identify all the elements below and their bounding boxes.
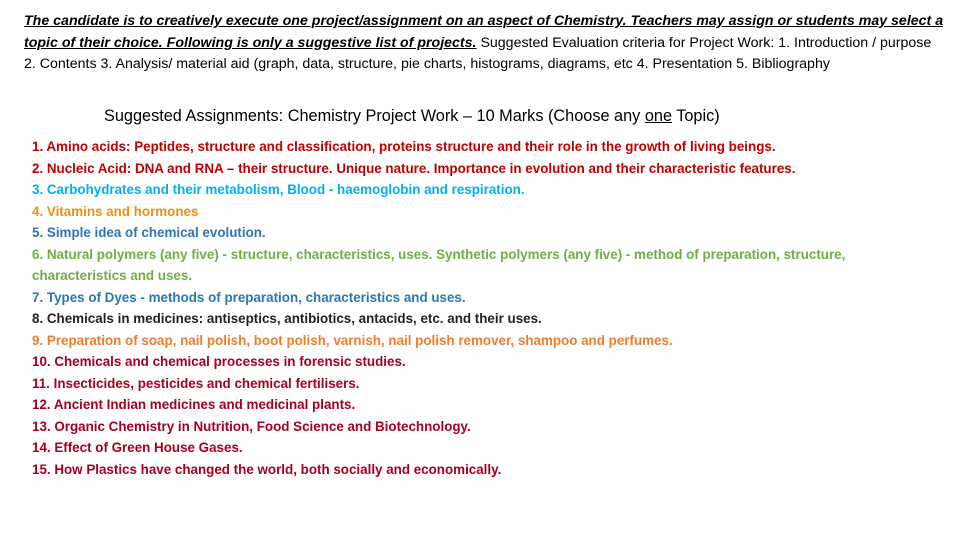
- topic-item: 3. Carbohydrates and their metabolism, Blood - haemoglobin and respiration.: [32, 182, 525, 197]
- heading-text-before: Suggested Assignments: Chemistry Project Work – 10 Marks (Choose any: [104, 107, 645, 125]
- topic-item: 6. Natural polymers (any five) - structure, characteristics, uses. Synthetic polymers (any five) - method of preparation, structure, characteristics and uses.: [32, 246, 846, 283]
- topic-item: 4. Vitamins and hormones: [32, 203, 199, 219]
- topic-item: 11. Insecticides, pesticides and chemical fertilisers.: [32, 375, 360, 391]
- topic-item: 1. Amino acids: Peptides, structure and classification, proteins structure and their role in the growth of living beings.: [32, 139, 776, 154]
- topic-item: 2. Nucleic Acid: DNA and RNA – their structure. Unique nature. Importance in evolution and their characteristic features.: [32, 160, 796, 176]
- heading-text-after: Topic): [672, 107, 720, 125]
- topic-item: 8. Chemicals in medicines: antiseptics, antibiotics, antacids, etc. and their uses.: [32, 311, 542, 326]
- topic-item: 10. Chemicals and chemical processes in forensic studies.: [32, 354, 406, 369]
- topic-item: 13. Organic Chemistry in Nutrition, Food Science and Biotechnology.: [32, 418, 471, 434]
- assignments-heading: [104, 105, 864, 127]
- topic-item: 7. Types of Dyes - methods of preparation, characteristics and uses.: [32, 289, 466, 305]
- intro-lead-text: The candidate is to creatively execute one project/assignment on an aspect of Chemistry. Teachers may assign or students may select a topic of their choice. Following is only a suggestive list of projects.: [24, 13, 944, 51]
- topic-item: 14. Effect of Green House Gases.: [32, 440, 243, 455]
- heading-emphasis: one: [644, 107, 672, 125]
- topic-item: 12. Ancient Indian medicines and medicinal plants.: [32, 397, 356, 412]
- topic-list: [32, 136, 932, 480]
- intro-paragraph: [24, 11, 944, 76]
- topic-item: 9. Preparation of soap, nail polish, boot polish, varnish, nail polish remover, shampoo and perfumes.: [32, 332, 673, 348]
- topic-item: 15. How Plastics have changed the world, both socially and economically.: [32, 461, 502, 477]
- topic-item: 5. Simple idea of chemical evolution.: [32, 225, 266, 240]
- intro-criteria-text: Suggested Evaluation criteria for Project Work: 1. Introduction / purpose 2. Contents 3. Analysis/ material aid (graph, data, structure, pie charts, histograms, diagrams, etc 4. Presentation 5. Bibliography: [24, 34, 932, 72]
